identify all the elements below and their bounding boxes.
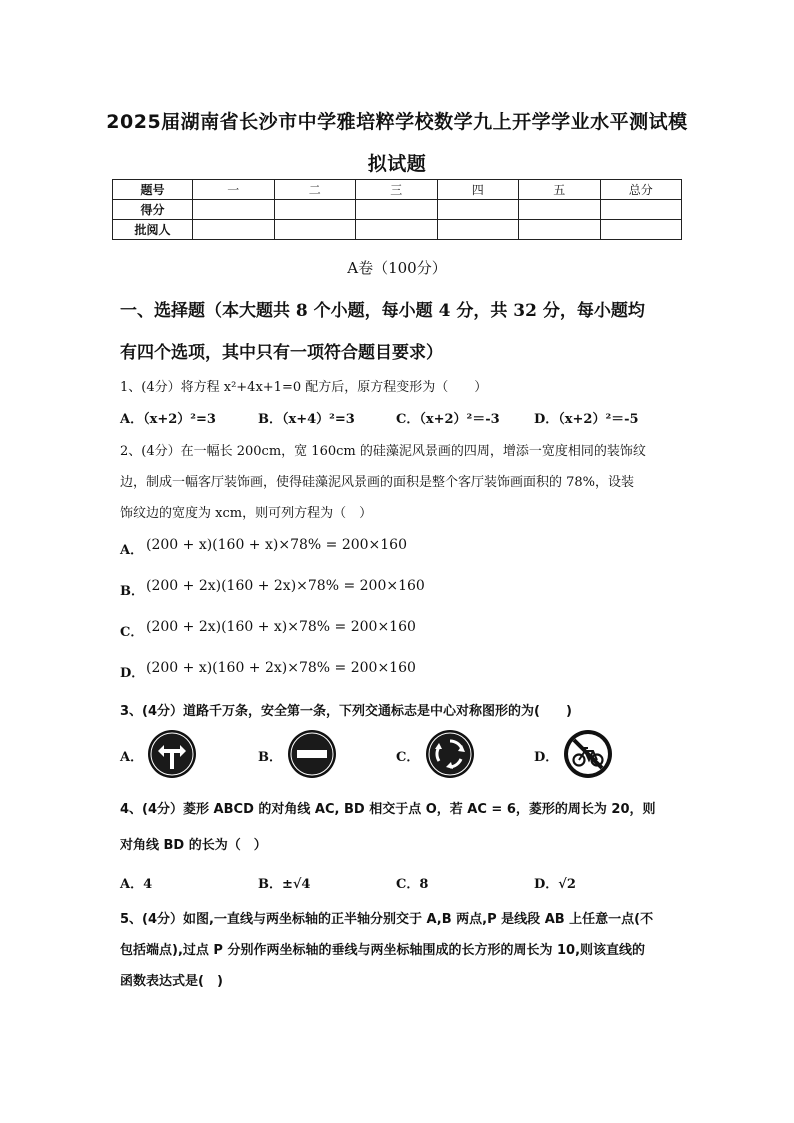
question-2-line2: 边，制成一幅客厅装饰画，使得硅藻泥风景画的面积是整个客厅装饰画面积的 78%，设装 [120, 475, 635, 490]
roundabout-sign-icon [425, 729, 475, 779]
table-cell [193, 200, 275, 220]
question-3-option-b-label: B． [258, 750, 282, 765]
question-2-line3: 饰纹边的宽度为 xcm，则可列方程为（ ） [120, 506, 373, 521]
table-cell [437, 220, 519, 240]
question-1-stem: 1、(4分）将方程 x²+4x+1=0 配方后，原方程变形为（ ） [120, 380, 488, 395]
question-4-option-d: D．√2 [534, 877, 576, 892]
question-2-option-a: (200 + x)(160 + x)×78% = 200×160 [146, 537, 407, 553]
question-2-option-d: (200 + x)(160 + 2x)×78% = 200×160 [146, 660, 416, 676]
table-cell [437, 200, 519, 220]
exam-title-line1: 2025届湖南省长沙市中学雅培粹学校数学九上开学学业水平测试模 [106, 111, 688, 133]
question-2-option-c-label: C． [120, 625, 144, 640]
fork-arrow-sign-icon [147, 729, 197, 779]
question-5-line1: 5、(4分）如图,一直线与两坐标轴的正半轴分别交于 A,B 两点,P 是线段 AB 上任意一点(不 [120, 912, 654, 927]
table-cell [600, 220, 682, 240]
score-table-header-row [113, 180, 682, 200]
question-2-option-a-label: A． [120, 543, 144, 558]
question-4-line1: 4、(4分）菱形 ABCD 的对角线 AC, BD 相交于点 O，若 AC = 6，菱形的周长为 20，则 [120, 802, 656, 817]
section-heading-line2: 有四个选项，其中只有一项符合题目要求） [120, 343, 443, 363]
question-4-option-c: C．8 [396, 877, 429, 892]
section-heading-line1: 一、选择题（本大题共 8 个小题，每小题 4 分，共 32 分，每小题均 [120, 301, 645, 321]
question-5-line3: 函数表达式是( ) [120, 974, 223, 989]
question-2-option-b: (200 + 2x)(160 + 2x)×78% = 200×160 [146, 578, 425, 594]
score-table-row [113, 200, 682, 220]
table-cell: 总分 [600, 180, 682, 200]
volume-label: A卷（100分） [347, 259, 447, 277]
score-table-row [113, 220, 682, 240]
question-1-option-d: D．（x+2）²＝-5 [534, 412, 639, 427]
exam-title-line2: 拟试题 [367, 153, 427, 175]
question-3-option-d-label: D． [534, 750, 559, 765]
table-cell [274, 200, 356, 220]
table-cell: 一 [193, 180, 275, 200]
table-cell [274, 220, 356, 240]
question-5-line2: 包括端点),过点 P 分别作两坐标轴的垂线与两坐标轴围成的长方形的周长为 10,则该直线的 [120, 943, 646, 958]
table-cell: 三 [356, 180, 438, 200]
question-1-option-a: A．（x+2）²=3 [120, 412, 216, 427]
table-cell [600, 200, 682, 220]
table-cell: 二 [274, 180, 356, 200]
table-cell: 五 [519, 180, 601, 200]
question-1-option-c: C．（x+2）²＝-3 [396, 412, 500, 427]
question-2-option-b-label: B． [120, 584, 144, 599]
question-4-option-b: B．±√4 [258, 877, 311, 892]
table-cell [356, 200, 438, 220]
no-entry-sign-icon [287, 729, 337, 779]
table-cell: 题号 [113, 180, 193, 200]
no-bicycle-sign-icon [563, 729, 613, 779]
question-2-option-d-label: D． [120, 666, 145, 681]
question-3-stem: 3、(4分）道路千万条，安全第一条，下列交通标志是中心对称图形的为( ) [120, 704, 572, 719]
question-2-line1: 2、(4分）在一幅长 200cm，宽 160cm 的硅藻泥风景画的四周，增添一宽度相同的装饰纹 [120, 444, 646, 459]
question-1-option-b: B．（x+4）²=3 [258, 412, 355, 427]
table-cell [356, 220, 438, 240]
table-cell [519, 200, 601, 220]
question-2-option-c: (200 + 2x)(160 + x)×78% = 200×160 [146, 619, 416, 635]
table-cell: 批阅人 [113, 220, 193, 240]
score-table [112, 179, 682, 240]
question-3-option-c-label: C． [396, 750, 420, 765]
question-4-option-a: A．4 [120, 877, 153, 892]
table-cell: 四 [437, 180, 519, 200]
question-3-option-a-label: A． [120, 750, 144, 765]
question-4-line2: 对角线 BD 的长为（ ） [120, 838, 267, 853]
table-cell: 得分 [113, 200, 193, 220]
table-cell [519, 220, 601, 240]
table-cell [193, 220, 275, 240]
